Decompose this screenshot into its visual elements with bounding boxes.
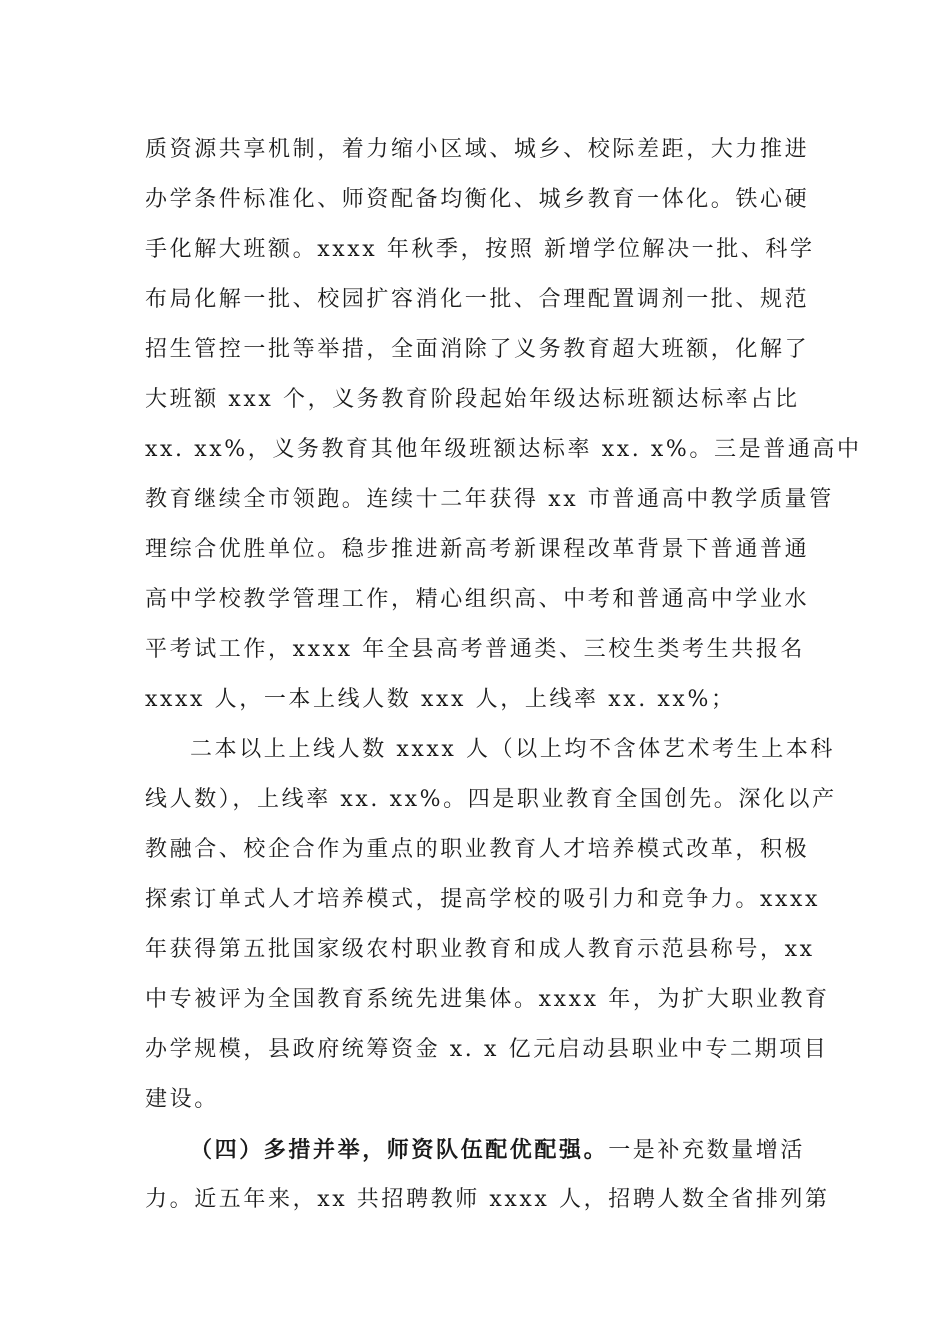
text-line-5: 招生管控一批等举措，全面消除了义务教育超大班额，化解了 [145, 337, 810, 362]
text-line-9: 理综合优胜单位。稳步推进新高考新课程改革背景下普通普通 [145, 537, 810, 562]
text-line-6: 大班额 xxx 个，义务教育阶段起始年级达标班额达标率占比 [145, 387, 800, 412]
text-line-1: 质资源共享机制，着力缩小区域、城乡、校际差距，大力推进 [145, 137, 810, 162]
text-line-12: xxxx 人，一本上线人数 xxx 人，上线率 xx. xx%； [145, 687, 736, 712]
text-line-10: 高中学校教学管理工作，精心组织高、中考和普通高中学业水 [145, 587, 810, 612]
text-line-4: 布局化解一批、校园扩容消化一批、合理配置调剂一批、规范 [145, 287, 810, 312]
text-line-17: 年获得第五批国家级农村职业教育和成人教育示范县称号，xx [145, 937, 815, 962]
text-line-22: 力。近五年来，xx 共招聘教师 xxxx 人，招聘人数全省排列第 [145, 1187, 830, 1212]
text-line-7: xx. xx%，义务教育其他年级班额达标率 xx. x%。三是普通高中 [145, 437, 862, 462]
text-line-11: 平考试工作，xxxx 年全县高考普通类、三校生类考生共报名 [145, 637, 806, 662]
text-line-3: 手化解大班额。xxxx 年秋季，按照 新增学位解决一批、科学 [145, 237, 815, 262]
text-line-15: 教融合、校企合作为重点的职业教育人才培养模式改革，积极 [145, 837, 810, 862]
text-line-16: 探索订单式人才培养模式，提高学校的吸引力和竞争力。xxxx [145, 887, 821, 912]
section-heading-continuation: 一是补充数量增活 [608, 1138, 806, 1163]
text-line-14: 线人数），上线率 xx. xx%。四是职业教育全国创先。深化以产 [145, 787, 837, 812]
text-line-8: 教育继续全市领跑。连续十二年获得 xx 市普通高中教学质量管 [145, 487, 834, 512]
text-line-18: 中专被评为全国教育系统先进集体。xxxx 年，为扩大职业教育 [145, 987, 830, 1012]
text-line-19: 办学规模，县政府统筹资金 x. x 亿元启动县职业中专二期项目 [145, 1037, 829, 1062]
text-line-2: 办学条件标准化、师资配备均衡化、城乡教育一体化。铁心硬 [145, 187, 810, 212]
section-heading-line [190, 1130, 850, 1170]
section-heading: （四）多措并举，师资队伍配优配强。 [190, 1137, 609, 1163]
text-line-20: 建设。 [145, 1087, 219, 1112]
paragraph-start-line: 二本以上上线人数 xxxx 人（以上均不含体艺术考生上本科 [190, 737, 836, 762]
